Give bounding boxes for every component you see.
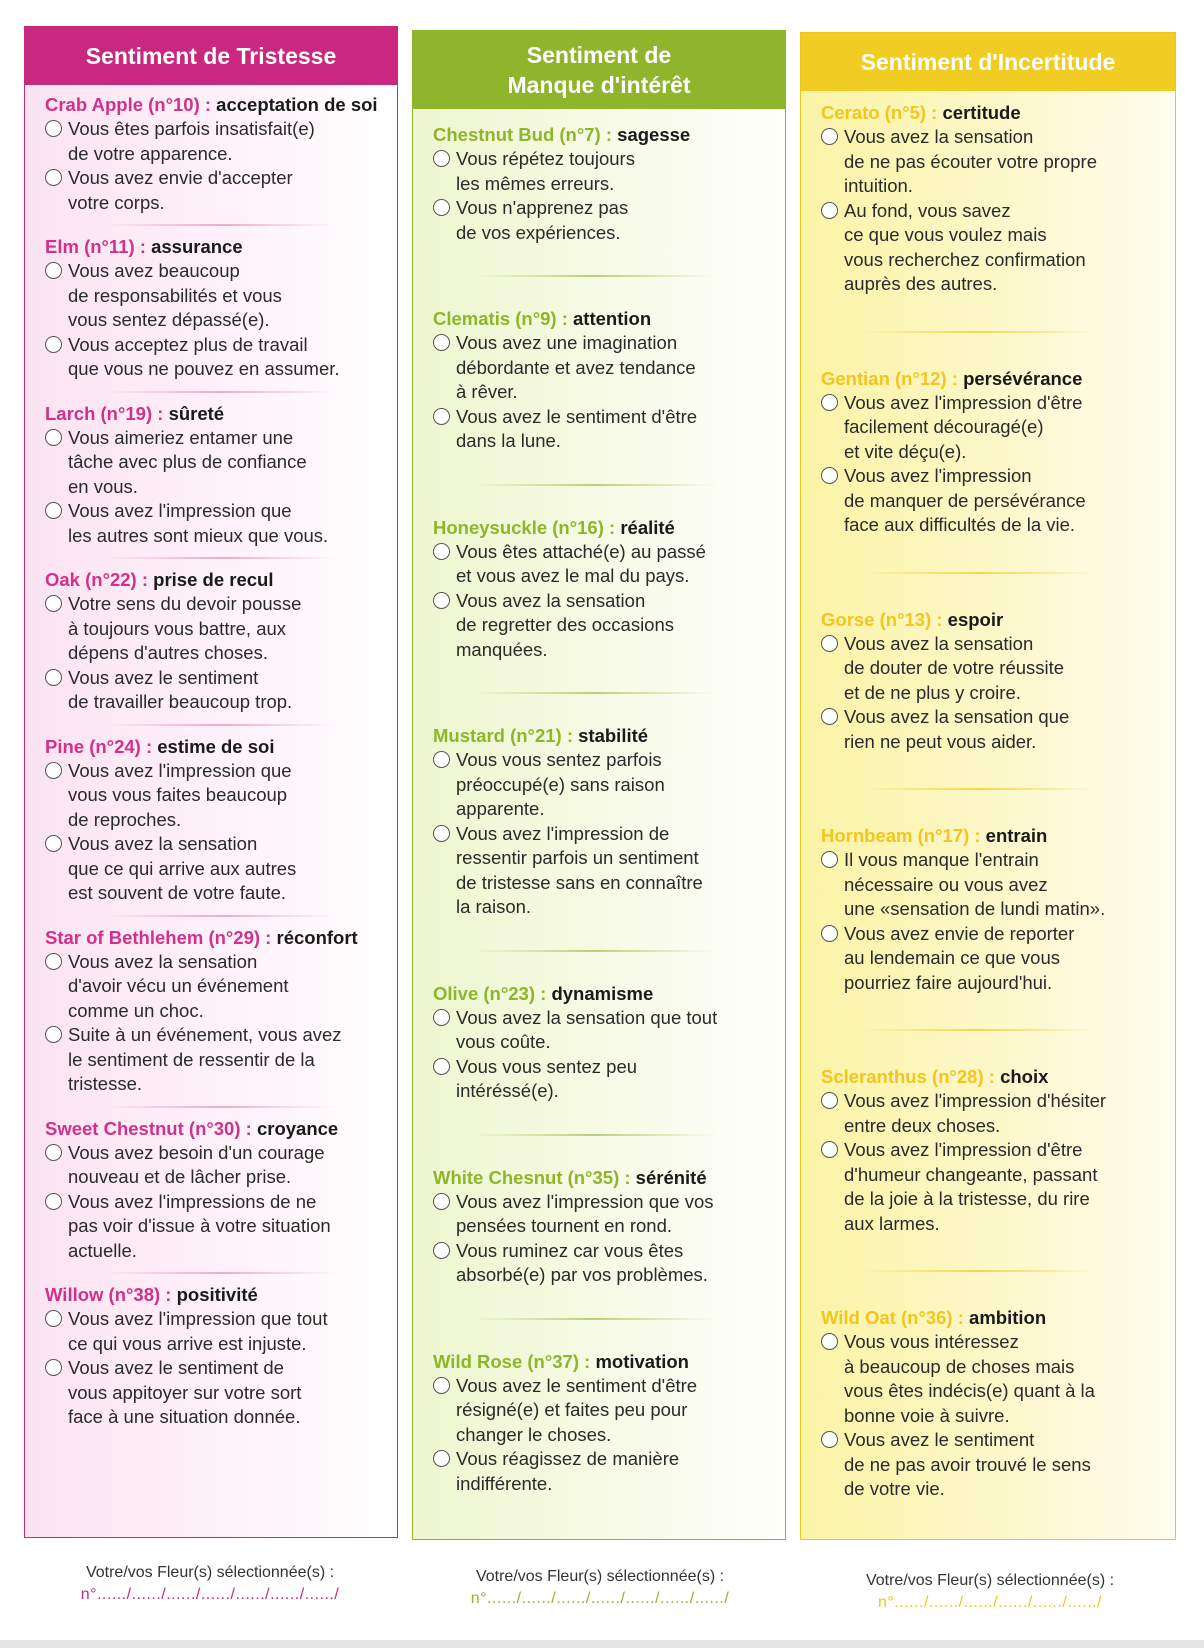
entry-divider (105, 224, 337, 226)
radio-button-icon[interactable] (433, 1058, 450, 1075)
flower-name: Mustard (n°21) : (433, 725, 573, 746)
entry-title (821, 608, 1165, 632)
footer-label: Votre/vos Fleur(s) sélectionnée(s) : (475, 1568, 725, 1585)
option-row[interactable] (821, 632, 1165, 706)
option-row[interactable] (821, 922, 1165, 996)
option-text: Vous vous intéressez à beaucoup de choses mais vous êtes indécis(e) quant à la bonne voie à suivre. (844, 1331, 1095, 1426)
radio-button-icon[interactable] (433, 751, 450, 768)
flower-quality: sagesse (617, 124, 691, 145)
radio-button-icon[interactable] (821, 1141, 838, 1158)
option-text: Vous avez l'impression que tout ce qui vous arrive est injuste. (68, 1308, 328, 1354)
entry-title (433, 724, 775, 748)
flower-entry (821, 608, 1175, 755)
option-text: Vous vous sentez peu intéréssé(e). (456, 1055, 638, 1101)
flower-name: Wild Oat (n°36) : (821, 1307, 964, 1328)
flower-name: Larch (n°19) : (45, 402, 164, 424)
entry-title (45, 402, 387, 426)
radio-button-icon[interactable] (45, 669, 62, 686)
flower-entry (821, 101, 1175, 297)
flower-entry (433, 307, 785, 454)
entry-title (433, 516, 775, 540)
entry-title (821, 824, 1165, 848)
flower-entry (433, 724, 785, 920)
option-text: Vous avez l'impression d'hésiter entre deux choses. (844, 1090, 1107, 1136)
option-row[interactable] (821, 125, 1165, 199)
radio-button-icon[interactable] (433, 334, 450, 351)
option-text: Vous avez la sensation d'avoir vécu un événement comme un choc. (68, 950, 289, 1021)
option-text: Vous avez le sentiment de travailler beaucoup trop. (68, 666, 293, 712)
flower-quality: sérénité (635, 1166, 707, 1188)
option-row[interactable] (45, 499, 387, 548)
option-row[interactable] (433, 1447, 775, 1496)
radio-button-icon[interactable] (45, 1144, 62, 1161)
option-row[interactable] (433, 331, 775, 405)
option-row[interactable] (433, 822, 775, 920)
flower-quality: sûreté (168, 402, 225, 424)
selection-footer (20, 1562, 400, 1606)
entry-title (821, 367, 1165, 391)
radio-button-icon[interactable] (433, 1450, 450, 1467)
flower-quality: stabilité (578, 725, 649, 746)
flower-quality: dynamisme (551, 982, 654, 1004)
option-text: Vous êtes parfois insatisfait(e) de votre apparence. (68, 118, 315, 164)
flower-quality: attention (573, 308, 652, 329)
option-text: Vous avez une imagination débordante et avez tendance à rêver. (456, 332, 696, 402)
flower-entry (433, 123, 785, 245)
flower-quality: estime de soi (157, 735, 275, 757)
footer-fill-line[interactable]: n°....../....../....../....../....../....../....../ (470, 1590, 730, 1607)
entry-divider (105, 1106, 337, 1108)
option-text: Vous avez la sensation que tout vous coûte. (456, 1006, 718, 1052)
option-row[interactable] (45, 759, 387, 833)
radio-button-icon[interactable] (433, 1242, 450, 1259)
entry-divider (473, 950, 715, 952)
entry-title (821, 1306, 1165, 1330)
flower-name: Pine (n°24) : (45, 735, 153, 757)
column-header: Sentiment de Tristesse (25, 27, 397, 85)
footer-label: Votre/vos Fleur(s) sélectionnée(s) : (865, 1572, 1115, 1589)
option-text: Vous réagissez de manière indifférente. (456, 1448, 680, 1494)
option-text: Au fond, vous savez ce que vous voulez mais vous recherchez confirmation auprès des autres. (844, 199, 1086, 294)
flower-quality: positivité (176, 1284, 258, 1305)
option-row[interactable] (45, 1190, 387, 1264)
option-text: Vous vous sentez parfois préoccupé(e) sans raison apparente. (456, 749, 665, 819)
flower-name: Gorse (n°13) : (821, 608, 943, 630)
option-row[interactable] (45, 950, 387, 1024)
column-header: Sentiment d'Incertitude (801, 33, 1175, 91)
entry-divider (105, 724, 337, 726)
entry-title (45, 568, 387, 592)
radio-button-icon[interactable] (45, 1310, 62, 1327)
option-text: Vous avez la sensation que ce qui arrive aux autres est souvent de votre faute. (68, 833, 297, 903)
option-text: Vous avez l'impression d'être d'humeur changeante, passant de la joie à la tristesse, du rire aux larmes. (844, 1139, 1098, 1234)
option-row[interactable] (45, 333, 387, 382)
option-row[interactable] (433, 1374, 775, 1448)
radio-button-icon[interactable] (45, 835, 62, 852)
flower-entry (45, 1117, 397, 1264)
option-row[interactable] (821, 1428, 1165, 1502)
column-manque-interet (412, 30, 786, 1540)
option-row[interactable] (45, 592, 387, 666)
entry-divider (473, 692, 715, 694)
entry-divider (473, 484, 715, 486)
option-text: Vous avez envie de reporter au lendemain ce que vous pourriez faire aujourd'hui. (844, 922, 1075, 993)
flower-name: Olive (n°23) : (433, 982, 547, 1004)
entry-title (45, 735, 387, 759)
flower-entry (45, 568, 397, 715)
option-text: Vous avez besoin d'un courage nouveau et de lâcher prise. (68, 1141, 325, 1187)
option-row[interactable] (433, 196, 775, 245)
option-row[interactable] (45, 117, 387, 166)
flower-name: White Chesnut (n°35) : (433, 1166, 631, 1188)
column-incertitude (800, 32, 1176, 1540)
entry-title (433, 123, 775, 147)
option-text: Vous avez l'impression de manquer de persévérance face aux difficultés de la vie. (844, 465, 1086, 535)
radio-button-icon[interactable] (821, 925, 838, 942)
entry-divider (105, 1272, 337, 1274)
entry-list (25, 93, 397, 1430)
flower-quality: réconfort (276, 926, 358, 948)
entry-title (45, 926, 387, 950)
option-row[interactable] (821, 705, 1165, 754)
radio-button-icon[interactable] (45, 120, 62, 137)
option-text: Vous avez la sensation que rien ne peut vous aider. (844, 706, 1070, 752)
entry-divider (861, 572, 1095, 574)
column-header: Sentiment de Manque d'intérêt (413, 31, 785, 109)
entry-title (45, 1283, 387, 1307)
page-bottom-strip (0, 1640, 1204, 1648)
flower-entry (45, 402, 397, 549)
flower-entry (433, 1166, 785, 1288)
entry-title (433, 982, 775, 1006)
flower-quality: prise de recul (153, 569, 274, 590)
option-text: Vous avez la sensation de ne pas écouter votre propre intuition. (844, 126, 1097, 196)
radio-button-icon[interactable] (45, 169, 62, 186)
entry-title (45, 235, 387, 259)
radio-button-icon[interactable] (45, 429, 62, 446)
flower-entry (45, 735, 397, 906)
flower-entry (45, 1283, 397, 1430)
flower-name: Oak (n°22) : (45, 569, 149, 590)
footer-fill-line[interactable]: n°....../....../....../....../....../....../....../ (80, 1586, 340, 1603)
flower-entry (433, 1350, 785, 1497)
option-row[interactable] (433, 589, 775, 663)
option-text: Vous avez l'impressions de ne pas voir d'issue à votre situation actuelle. (68, 1190, 331, 1261)
flower-name: Chestnut Bud (n°7) : (433, 124, 613, 145)
radio-button-icon[interactable] (821, 394, 838, 411)
option-row[interactable] (433, 1055, 775, 1104)
footer-label: Votre/vos Fleur(s) sélectionnée(s) : (85, 1564, 335, 1581)
entry-list (413, 123, 785, 1496)
option-row[interactable] (821, 1089, 1165, 1138)
radio-button-icon[interactable] (433, 199, 450, 216)
option-text: Vous avez beaucoup de responsabilités et vous vous sentez dépassé(e). (68, 260, 282, 330)
entry-title (433, 307, 775, 331)
option-text: Votre sens du devoir pousse à toujours vous battre, aux dépens d'autres choses. (68, 593, 302, 663)
column-tristesse (24, 26, 398, 1538)
option-text: Vous êtes attaché(e) au passé et vous avez le mal du pays. (456, 540, 706, 586)
flower-quality: persévérance (963, 367, 1083, 389)
flower-name: Honeysuckle (n°16) : (433, 516, 616, 538)
option-text: Vous avez l'impression que vous vous faites beaucoup de reproches. (68, 759, 292, 830)
flower-entry (45, 93, 397, 215)
option-row[interactable] (821, 1330, 1165, 1428)
option-text: Vous avez l'impression de ressentir parfois un sentiment de tristesse sans en connaître la raison. (456, 822, 703, 917)
radio-button-icon[interactable] (45, 1359, 62, 1376)
radio-button-icon[interactable] (821, 708, 838, 725)
flower-entry (45, 235, 397, 382)
option-row[interactable] (433, 405, 775, 454)
option-text: Vous avez le sentiment d'être résigné(e) et faites peu pour changer le choses. (456, 1374, 698, 1445)
radio-button-icon[interactable] (433, 592, 450, 609)
radio-button-icon[interactable] (433, 408, 450, 425)
flower-entry (433, 516, 785, 663)
option-row[interactable] (45, 1023, 387, 1097)
option-row[interactable] (821, 464, 1165, 538)
entry-divider (105, 391, 337, 393)
flower-name: Scleranthus (n°28) : (821, 1066, 995, 1087)
radio-button-icon[interactable] (433, 1193, 450, 1210)
entry-title (433, 1350, 775, 1374)
radio-button-icon[interactable] (45, 1193, 62, 1210)
flower-entry (821, 1306, 1175, 1502)
flower-entry (433, 982, 785, 1104)
selection-footer (410, 1566, 790, 1610)
option-text: Vous avez le sentiment de ne pas avoir trouvé le sens de votre vie. (844, 1429, 1091, 1499)
option-row[interactable] (433, 540, 775, 589)
entry-divider (861, 331, 1095, 333)
radio-button-icon[interactable] (821, 1092, 838, 1109)
radio-button-icon[interactable] (45, 1026, 62, 1043)
radio-button-icon[interactable] (433, 150, 450, 167)
flower-quality: entrain (985, 825, 1048, 846)
entry-divider (105, 557, 337, 559)
flower-quality: acceptation de soi (216, 94, 378, 115)
option-text: Vous avez envie d'accepter votre corps. (68, 167, 293, 213)
entry-title (821, 1065, 1165, 1089)
radio-button-icon[interactable] (45, 262, 62, 279)
flower-name: Clematis (n°9) : (433, 308, 568, 329)
radio-button-icon[interactable] (433, 1377, 450, 1394)
option-row[interactable] (821, 1138, 1165, 1236)
option-row[interactable] (45, 166, 387, 215)
flower-entry (821, 367, 1175, 538)
flower-name: Sweet Chestnut (n°30) : (45, 1117, 252, 1139)
selection-footer (800, 1570, 1180, 1614)
option-text: Vous avez l'impression que vos pensées tournent en rond. (456, 1190, 714, 1236)
flower-quality: choix (1000, 1066, 1049, 1087)
radio-button-icon[interactable] (45, 336, 62, 353)
option-text: Suite à un événement, vous avez le sentiment de ressentir de la tristesse. (68, 1024, 342, 1094)
option-row[interactable] (45, 832, 387, 906)
entry-divider (473, 1134, 715, 1136)
option-row[interactable] (433, 147, 775, 196)
radio-button-icon[interactable] (821, 202, 838, 219)
entry-title (45, 1117, 387, 1141)
option-row[interactable] (45, 666, 387, 715)
entry-divider (473, 275, 715, 277)
flower-name: Gentian (n°12) : (821, 367, 958, 389)
entry-divider (861, 788, 1095, 790)
option-row[interactable] (821, 391, 1165, 465)
option-text: Il vous manque l'entrain nécessaire ou vous avez une «sensation de lundi matin». (844, 849, 1106, 919)
footer-fill-line[interactable]: n°....../....../....../....../....../....../ (878, 1594, 1102, 1611)
option-row[interactable] (45, 259, 387, 333)
entry-divider (105, 915, 337, 917)
option-text: Vous répétez toujours les mêmes erreurs. (456, 148, 635, 194)
option-row[interactable] (433, 1190, 775, 1239)
radio-button-icon[interactable] (45, 762, 62, 779)
radio-button-icon[interactable] (821, 635, 838, 652)
radio-button-icon[interactable] (821, 467, 838, 484)
entry-title (433, 1166, 775, 1190)
option-text: Vous n'apprenez pas de vos expériences. (456, 197, 629, 243)
entry-divider (861, 1029, 1095, 1031)
flower-quality: croyance (256, 1117, 339, 1139)
flower-name: Crab Apple (n°10) : (45, 94, 212, 115)
option-row[interactable] (45, 1307, 387, 1356)
entry-divider (861, 1270, 1095, 1272)
flower-quality: espoir (947, 608, 1004, 630)
radio-button-icon[interactable] (433, 825, 450, 842)
flower-quality: certitude (942, 102, 1021, 123)
radio-button-icon[interactable] (433, 1009, 450, 1026)
flower-quality: réalité (620, 516, 675, 538)
radio-button-icon[interactable] (45, 502, 62, 519)
radio-button-icon[interactable] (45, 953, 62, 970)
flower-entry (821, 1065, 1175, 1236)
radio-button-icon[interactable] (821, 128, 838, 145)
option-text: Vous avez le sentiment d'être dans la lune. (456, 405, 698, 451)
option-text: Vous avez la sensation de regretter des occasions manquées. (456, 589, 675, 660)
flower-name: Elm (n°11) : (45, 236, 146, 257)
radio-button-icon[interactable] (433, 543, 450, 560)
option-text: Vous avez l'impression d'être facilement découragé(e) et vite déçu(e). (844, 391, 1083, 462)
option-row[interactable] (821, 848, 1165, 922)
flower-name: Hornbeam (n°17) : (821, 825, 981, 846)
flower-name: Star of Bethlehem (n°29) : (45, 926, 272, 948)
entry-divider (473, 1318, 715, 1320)
flower-name: Wild Rose (n°37) : (433, 1350, 591, 1372)
option-text: Vous ruminez car vous êtes absorbé(e) par vos problèmes. (456, 1239, 708, 1285)
option-row[interactable] (433, 1006, 775, 1055)
option-row[interactable] (433, 748, 775, 822)
radio-button-icon[interactable] (821, 1333, 838, 1350)
option-row[interactable] (45, 1141, 387, 1190)
flower-name: Cerato (n°5) : (821, 102, 938, 123)
flower-quality: motivation (595, 1350, 689, 1372)
entry-list (801, 101, 1175, 1502)
flower-quality: assurance (151, 236, 243, 257)
flower-quality: ambition (969, 1307, 1047, 1328)
entry-title (821, 101, 1165, 125)
option-row[interactable] (821, 199, 1165, 297)
option-text: Vous aimeriez entamer une tâche avec plus de confiance en vous. (68, 426, 307, 497)
option-text: Vous acceptez plus de travail que vous ne pouvez en assumer. (68, 333, 340, 379)
flower-entry (45, 926, 397, 1097)
radio-button-icon[interactable] (821, 851, 838, 868)
flower-name: Willow (n°38) : (45, 1284, 172, 1305)
option-row[interactable] (45, 1356, 387, 1430)
entry-title (45, 93, 387, 117)
option-row[interactable] (433, 1239, 775, 1288)
radio-button-icon[interactable] (45, 595, 62, 612)
radio-button-icon[interactable] (821, 1431, 838, 1448)
option-text: Vous avez l'impression que les autres sont mieux que vous. (68, 500, 329, 546)
option-row[interactable] (45, 426, 387, 500)
option-text: Vous avez le sentiment de vous appitoyer sur votre sort face à une situation donnée. (68, 1357, 302, 1427)
option-text: Vous avez la sensation de douter de votre réussite et de ne plus y croire. (844, 632, 1065, 703)
flower-entry (821, 824, 1175, 995)
